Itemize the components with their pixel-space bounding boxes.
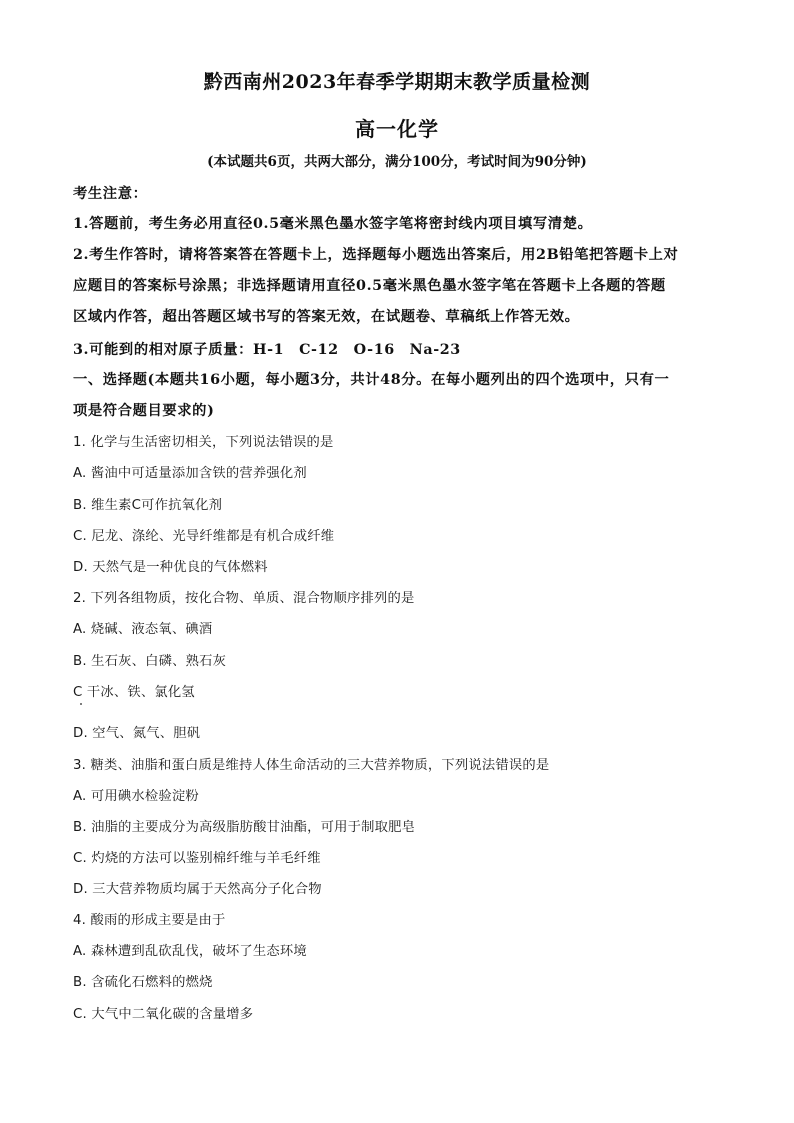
instruction-item-3: 3.可能到的相对原子质量：H-1 C-12 O-16 Na-23	[73, 342, 461, 358]
question-4-option-b: B. 含硫化石燃料的燃烧	[73, 975, 213, 990]
question-2-option-a: A. 烧碱、液态氧、碘酒	[73, 622, 213, 637]
instructions-heading: 考生注意：	[73, 186, 148, 202]
question-3-option-d: D. 三大营养物质均属于天然高分子化合物	[73, 882, 322, 897]
question-3-option-b: B. 油脂的主要成分为高级脂肪酸甘油酯，可用于制取肥皂	[73, 820, 416, 835]
question-1-option-a: A. 酱油中可适量添加含铁的营养强化剂	[73, 466, 307, 481]
question-1-option-d: D. 天然气是一种优良的气体燃料	[73, 560, 268, 575]
section-heading-line-2: 项是符合题目要求的)	[73, 403, 215, 419]
question-3-option-c: C. 灼烧的方法可以鉴别棉纤维与羊毛纤维	[73, 851, 321, 866]
question-3-stem: 3. 糖类、油脂和蛋白质是维持人体生命活动的三大营养物质，下列说法错误的是	[73, 758, 550, 773]
question-4-stem: 4. 酸雨的形成主要是由于	[73, 913, 226, 928]
question-3-option-a: A. 可用碘水检验淀粉	[73, 789, 199, 804]
subject-title: 高一化学	[355, 117, 439, 141]
stray-dot-mark	[80, 703, 82, 705]
instruction-item-2-line-1: 2.考生作答时，请将答案答在答题卡上，选择题每小题选出答案后，用2B铅笔把答题卡上对	[73, 247, 679, 263]
question-4-option-c: C. 大气中二氧化碳的含量增多	[73, 1007, 254, 1022]
question-1-option-b: B. 维生素C可作抗氧化剂	[73, 498, 223, 513]
instruction-item-1: 1.答题前，考生务必用直径0.5毫米黑色墨水签字笔将密封线内项目填写清楚。	[73, 216, 593, 232]
exam-note: (本试题共6页，共两大部分，满分100分，考试时间为90分钟)	[207, 154, 587, 170]
question-1-option-c: C. 尼龙、涤纶、光导纤维都是有机合成纤维	[73, 529, 335, 544]
question-2-option-d: D. 空气、氮气、胆矾	[73, 726, 201, 741]
question-2-option-b: B. 生石灰、白磷、熟石灰	[73, 654, 227, 669]
instruction-item-2-line-2: 应题目的答案标号涂黑；非选择题请用直径0.5毫米黑色墨水签字笔在答题卡上各题的答题	[73, 278, 666, 294]
question-4-option-a: A. 森林遭到乱砍乱伐，破坏了生态环境	[73, 944, 307, 959]
exam-title: 黔西南州2023年春季学期期末教学质量检测	[203, 71, 591, 93]
instruction-item-2-line-3: 区域内作答，超出答题区域书写的答案无效，在试题卷、草稿纸上作答无效。	[73, 309, 580, 325]
section-heading-line-1: 一、选择题(本题共16小题，每小题3分，共计48分。在每小题列出的四个选项中，只有一	[73, 372, 670, 388]
question-2-option-c: C 干冰、铁、氯化氢	[73, 685, 195, 700]
question-1-stem: 1. 化学与生活密切相关，下列说法错误的是	[73, 435, 334, 450]
question-2-stem: 2. 下列各组物质，按化合物、单质、混合物顺序排列的是	[73, 591, 415, 606]
